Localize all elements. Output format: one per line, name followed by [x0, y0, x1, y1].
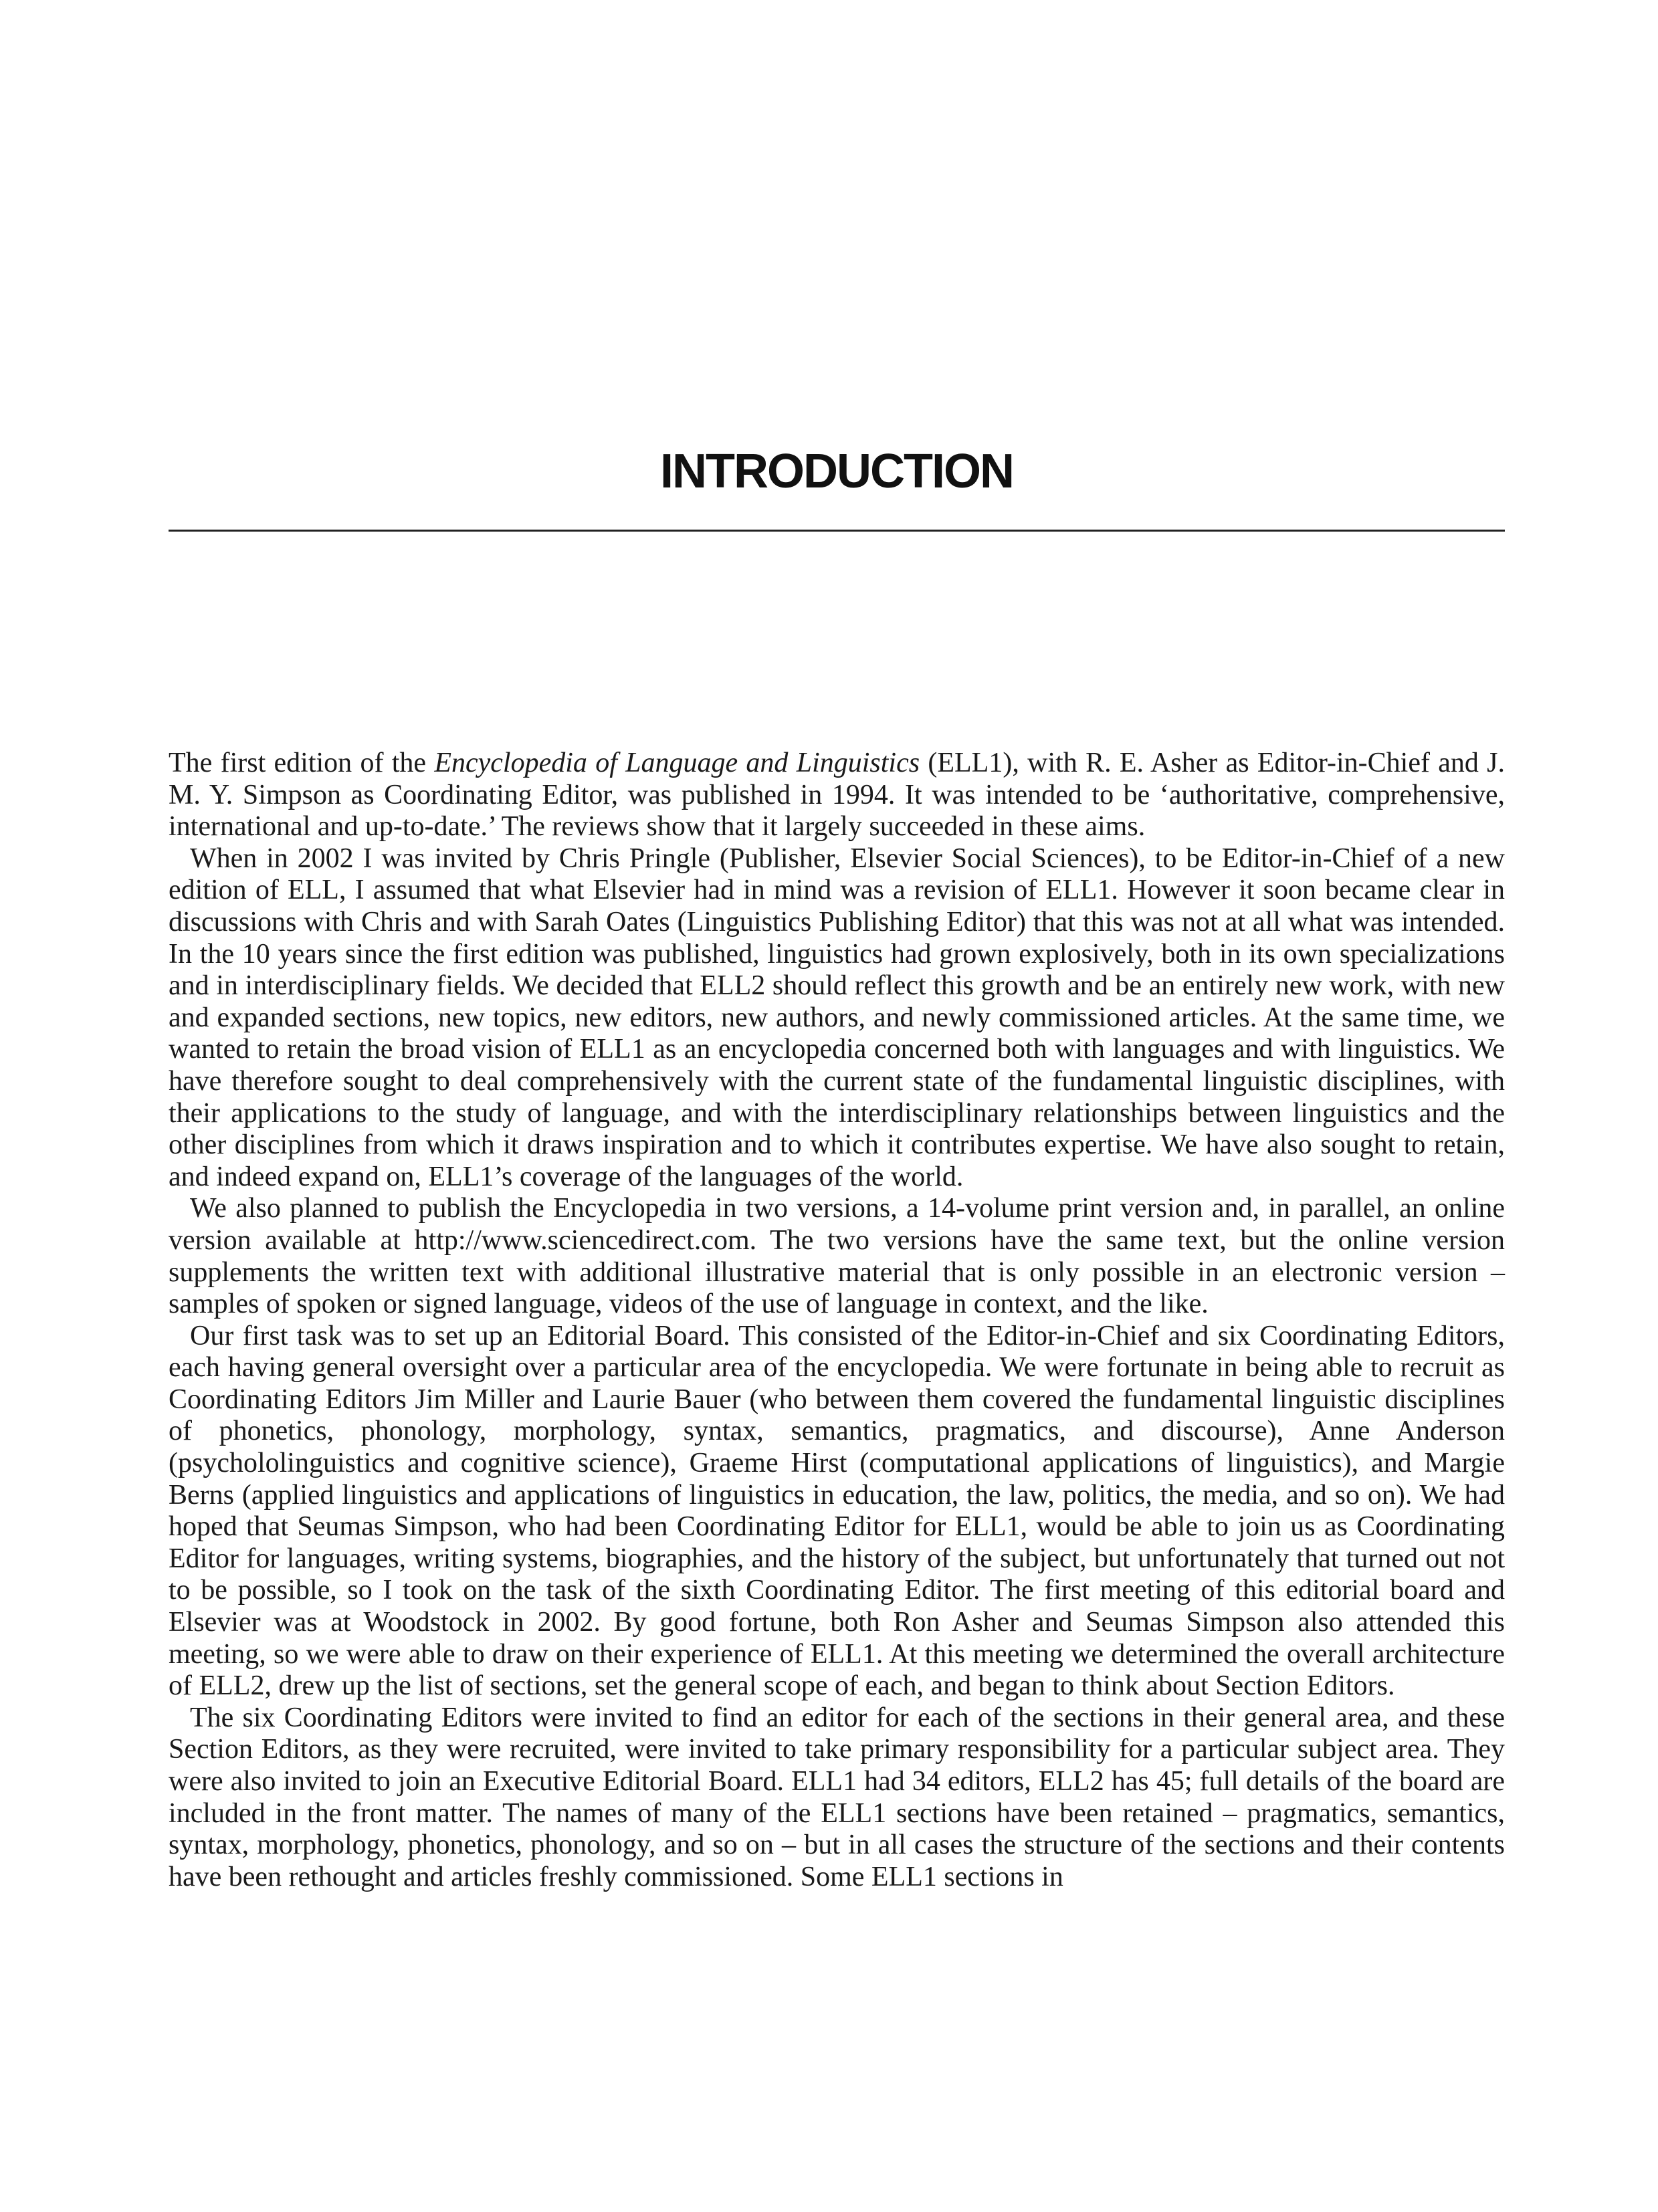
document-page	[169, 0, 1505, 2212]
paragraph-1-rest: (ELL1), with R. E. Asher as Editor-in-Chief and J. M. Y. Simpson as Coordinating Editor, was published in 1994. It was intended to be ‘authoritative, comprehensive, international and up-to-date.’ The reviews show that it largely succeeded in these aims.	[169, 748, 1506, 843]
paragraph-3: We also planned to publish the Encyclopedia in two versions, a 14-volume print version and, in parallel, an online version available at http://www.sciencedirect.com. The two versions have the same text, but the online version supplements the written text with additional illustrative material that is only possible in an electronic version – samples of spoken or signed language, videos of the use of language in context, and the like.	[169, 1193, 1505, 1320]
paragraph-1-lead: The first edition of the	[169, 748, 435, 778]
paragraph-5: The six Coordinating Editors were invited to find an editor for each of the sections in their general area, and these Section Editors, as they were recruited, were invited to take primary responsibility for a particular subject area. They were also invited to join an Executive Editorial Board. ELL1 had 34 editors, ELL2 has 45; full details of the board are included in the front matter. The names of many of the ELL1 sections have been retained – pragmatics, semantics, syntax, morphology, phonetics, phonology, and so on – but in all cases the structure of the sections and their contents have been rethought and articles freshly commissioned. Some ELL1 sections in	[169, 1702, 1505, 1892]
paragraph-4: Our first task was to set up an Editorial Board. This consisted of the Editor-in-Chief and six Coordinating Editors, each having general oversight over a particular area of the encyclopedia. We were fortunate in being able to recruit as Coordinating Editors Jim Miller and Laurie Bauer (who between them covered the fundamental linguistic disciplines of phonetics, phonology, morphology, syntax, semantics, pragmatics, and discourse), Anne Anderson (psychololinguistics and cognitive science), Graeme Hirst (computational applications of linguistics), and Margie Berns (applied linguistics and applications of linguistics in education, the law, politics, the media, and so on). We had hoped that Seumas Simpson, who had been Coordinating Editor for ELL1, would be able to join us as Coordinating Editor for languages, writing systems, biographies, and the history of the subject, but unfortunately that turned out not to be possible, so I took on the task of the sixth Coordinating Editor. The first meeting of this editorial board and Elsevier was at Woodstock in 2002. By good fortune, both Ron Asher and Seumas Simpson also attended this meeting, so we were able to draw on their experience of ELL1. At this meeting we determined the overall architecture of ELL2, drew up the list of sections, set the general scope of each, and began to think about Section Editors.	[169, 1320, 1505, 1702]
page-title: INTRODUCTION	[660, 445, 1013, 498]
title-rule-divider	[169, 530, 1505, 532]
encyclopedia-title-italic: Encyclopedia of Language and Linguistics	[434, 748, 920, 778]
paragraph-1	[169, 748, 1505, 843]
introduction-body	[169, 748, 1505, 1893]
paragraph-2: When in 2002 I was invited by Chris Pringle (Publisher, Elsevier Social Sciences), to be Editor-in-Chief of a new edition of ELL, I assumed that what Elsevier had in mind was a revision of ELL1. However it soon became clear in discussions with Chris and with Sarah Oates (Linguistics Publishing Editor) that this was not at all what was intended. In the 10 years since the first edition was published, linguistics had grown explosively, both in its own specializations and in interdisciplinary fields. We decided that ELL2 should reflect this growth and be an entirely new work, with new and expanded sections, new topics, new editors, new authors, and newly commissioned articles. At the same time, we wanted to retain the broad vision of ELL1 as an encyclopedia concerned both with languages and with linguistics. We have therefore sought to deal comprehensively with the current state of the fundamental linguistic disciplines, with their applications to the study of language, and with the interdisciplinary relationships between linguistics and the other disciplines from which it draws inspiration and to which it contributes expertise. We have also sought to retain, and indeed expand on, ELL1’s coverage of the languages of the world.	[169, 843, 1505, 1192]
